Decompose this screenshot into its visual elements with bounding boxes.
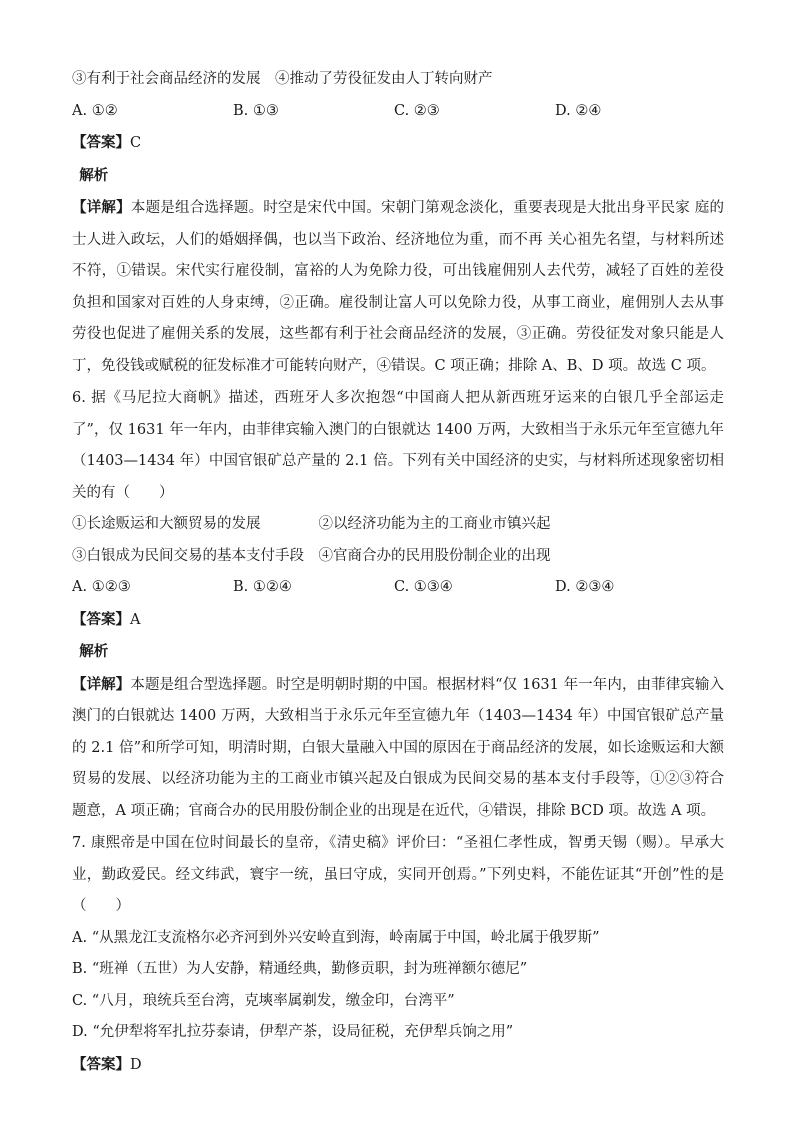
- q5-option-c: C. ②③: [394, 102, 440, 119]
- q5-option-d: D. ②④: [555, 102, 602, 119]
- q5-options: [72, 96, 724, 128]
- q5-option-b: B. ①③: [233, 102, 279, 119]
- q7-option-c: C. “八月，琅统兵至台湾，克塽率属剃发，缴金印，台湾平”: [72, 992, 455, 1009]
- answer-value: C: [130, 135, 142, 151]
- q6-option-a: A. ①②③: [72, 579, 131, 595]
- q6-answer: [72, 604, 724, 637]
- q5-answer: [72, 127, 724, 160]
- detail-tag: 【详解】: [72, 199, 131, 216]
- q5-statement-items: ③有利于社会商品经济的发展 ④推动了劳役征发由人丁转向财产: [72, 71, 493, 87]
- detail-text: 本题是组合型选择题。时空是明朝时期的中国。根据材料“仅 1631 年一年内，由菲律宾输入澳门的白银就达 1400 万两，大致相当于永乐元年至宣德九年（1403—1434 年）中国官银矿总产量的 2.1 倍”和所学可知，明清时期，白银大量融入中国的原因在于商品经济的发展，如长途贩运和大额贸易的发展、以经济功能为主的工商业市镇兴起及白银成为民间交易的基本支付手段等，①②③符合题意，A 项正确；官商合办的民用股份制企业的出现是在近代，④错误，排除 BCD 项。故选 A 项。: [72, 676, 725, 819]
- q6-option-b: B. ①②④: [233, 579, 292, 595]
- q7-option-d: D. “允伊犁将军扎拉芬泰请，伊犁产茶，设局征税，充伊犁兵饷之用”: [72, 1024, 514, 1040]
- answer-tag: 【答案】: [72, 134, 130, 151]
- q6-option-d: D. ②③④: [555, 579, 615, 595]
- q6-statement-items-2: ③白银成为民间交易的基本支付手段 ④官商合办的民用股份制企业的出现: [72, 547, 551, 564]
- analysis-tag: 解析: [79, 166, 109, 184]
- q6-detail: [72, 669, 724, 828]
- q6-option-c: C. ①③④: [394, 579, 453, 595]
- q7-answer: [72, 1049, 724, 1082]
- answer-value: D: [130, 1056, 142, 1073]
- detail-text: 本题是组合选择题。时空是宋代中国。宋朝门第观念淡化，重要表现是大批出身平民家 庭的士人进入政坛，人们的婚姻择偶，也以当下政治、经济地位为重，而不再 关心祖先名望，与材料所述不符，①错误。宋代实行雇役制，富裕的人为免除力役，可出钱雇佣别人去代劳，减轻了百姓的差役负担和国家对百姓的人身束缚，②正确。雇役制让富人可以免除力役，从事工商业，雇佣别人去从事劳役也促进了雇佣关系的发展，这些都有利于社会商品经济的发展，③正确。劳役征发对象只能是人丁，免役钱或赋税的征发标准才可能转向财产，④错误。C 项正确；排除 A、B、D 项。故选 C 项。: [72, 200, 725, 374]
- q5-analysis-heading: [72, 160, 724, 193]
- q6-stem: 6. 据《马尼拉大商帆》描述，西班牙人多次抱怨“中国商人把从新西班牙运来的白银几乎全部运走了”，仅 1631 年一年内，由菲律宾输入澳门的白银就达 1400 万两，大致相当于永乐元年至宣德九年（1403—1434 年）中国官银矿总产量的 2.1 倍。下列有关中国经济的史实，与材料所述现象密切相关的有（ ）: [72, 390, 724, 501]
- q5-option-a: A. ①②: [72, 102, 118, 119]
- analysis-tag: 解析: [79, 643, 109, 660]
- q6-options: [72, 572, 724, 604]
- q7-option-a: A. “从黑龙江支流格尔必齐河到外兴安岭直到海，岭南属于中国，岭北属于俄罗斯”: [72, 929, 600, 946]
- answer-tag: 【答案】: [72, 610, 130, 628]
- answer-value: A: [130, 611, 141, 628]
- detail-tag: 【详解】: [72, 675, 131, 693]
- q6-analysis-heading: [72, 636, 724, 669]
- answer-tag: 【答案】: [72, 1055, 130, 1073]
- q7-stem: 7. 康熙帝是中国在位时间最长的皇帝，《清史稿》评价曰：“圣祖仁孝性成，智勇天锡（赐）。早承大业，勤政爱民。经文纬武，寰宇一统，虽曰守成，实同开创焉。”下列史料，不能佐证其“开创”性的是（ ）: [72, 835, 724, 914]
- q5-detail: [72, 192, 724, 382]
- q7-option-b: B. “班禅（五世）为人安静，精通经典，勤修贡职，封为班禅额尔德尼”: [72, 961, 528, 977]
- q6-statement-items-1: ①长途贩运和大额贸易的发展 ②以经济功能为主的工商业市镇兴起: [72, 516, 551, 532]
